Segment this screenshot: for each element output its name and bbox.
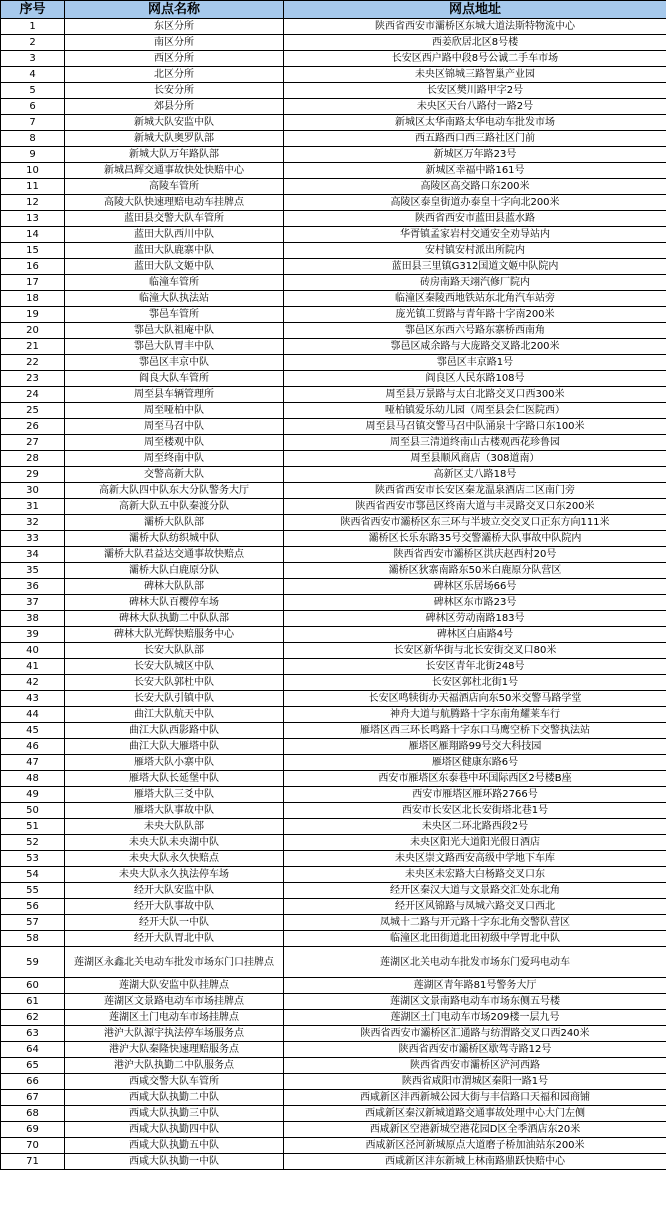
outlet-name: 蓝田大队西川中队 bbox=[65, 227, 284, 243]
table-row bbox=[1, 35, 666, 51]
outlet-address: 凤城十二路与开元路十字东北角交警队营区 bbox=[284, 915, 666, 931]
outlet-address: 周至县万景路与太白北路交叉口西300米 bbox=[284, 387, 666, 403]
outlet-name: 雁塔大队事故中队 bbox=[65, 803, 284, 819]
outlet-address: 华胥镇孟家岩村交通安全劝导站内 bbox=[284, 227, 666, 243]
row-index: 14 bbox=[1, 227, 65, 243]
outlet-address: 陕西省西安市灞桥区洪庆赵西村20号 bbox=[284, 547, 666, 563]
outlet-address: 新城区幸福中路161号 bbox=[284, 163, 666, 179]
row-index: 44 bbox=[1, 707, 65, 723]
row-index: 30 bbox=[1, 483, 65, 499]
outlet-address: 砖房南路天翊汽修厂院内 bbox=[284, 275, 666, 291]
row-index: 22 bbox=[1, 355, 65, 371]
outlet-address: 周至县三清道终南山古楼观西花珍鲁园 bbox=[284, 435, 666, 451]
outlet-name: 西咸大队执勤四中队 bbox=[65, 1122, 284, 1138]
outlet-address: 西咸新区泾河新城原点大道磨子桥加油站东200米 bbox=[284, 1138, 666, 1154]
outlet-name: 周至县车辆管理所 bbox=[65, 387, 284, 403]
row-index: 69 bbox=[1, 1122, 65, 1138]
table-row bbox=[1, 499, 666, 515]
table-row bbox=[1, 1058, 666, 1074]
outlet-address: 高陵区泰皇街道办泰皇十字向北200米 bbox=[284, 195, 666, 211]
table-row bbox=[1, 547, 666, 563]
table-row bbox=[1, 147, 666, 163]
row-index: 32 bbox=[1, 515, 65, 531]
outlet-address: 莲湖区青年路81号警务大厅 bbox=[284, 978, 666, 994]
outlet-address: 未央区未宏路大白杨路交叉口东 bbox=[284, 867, 666, 883]
outlet-address: 雁塔区西三环长鸣路十字东口马鹰空桥下交警执法站 bbox=[284, 723, 666, 739]
table-row bbox=[1, 67, 666, 83]
row-index: 19 bbox=[1, 307, 65, 323]
outlet-name: 经开大队安监中队 bbox=[65, 883, 284, 899]
table-row bbox=[1, 1106, 666, 1122]
table-row bbox=[1, 643, 666, 659]
row-index: 25 bbox=[1, 403, 65, 419]
table-row bbox=[1, 275, 666, 291]
outlet-address: 高陵区高交路口东200米 bbox=[284, 179, 666, 195]
row-index: 66 bbox=[1, 1074, 65, 1090]
outlet-address: 陕西省西安市灞桥区东三环与半坡立交交叉口正东方向111米 bbox=[284, 515, 666, 531]
outlet-address: 雁塔区健康东路6号 bbox=[284, 755, 666, 771]
outlet-name: 阎良大队车管所 bbox=[65, 371, 284, 387]
row-index: 2 bbox=[1, 35, 65, 51]
outlet-address: 周至县顺风商店（308道南） bbox=[284, 451, 666, 467]
outlet-name: 新城昌辉交通事故快处快赔中心 bbox=[65, 163, 284, 179]
outlet-name: 港沪大队源宇执法停车场服务点 bbox=[65, 1026, 284, 1042]
outlet-address: 莲湖区土门电动车市场209楼一层九号 bbox=[284, 1010, 666, 1026]
outlet-address: 经开区风锦路与凤城六路交叉口西北 bbox=[284, 899, 666, 915]
row-index: 5 bbox=[1, 83, 65, 99]
outlet-address: 陕西省西安市蓝田县蓝水路 bbox=[284, 211, 666, 227]
outlet-name: 未央大队未央湖中队 bbox=[65, 835, 284, 851]
row-index: 71 bbox=[1, 1154, 65, 1170]
outlet-name: 鄠邑区丰京中队 bbox=[65, 355, 284, 371]
outlet-name: 郊县分所 bbox=[65, 99, 284, 115]
table-row bbox=[1, 1074, 666, 1090]
outlet-name: 灞桥大队纺织城中队 bbox=[65, 531, 284, 547]
table-row bbox=[1, 179, 666, 195]
row-index: 36 bbox=[1, 579, 65, 595]
table-row bbox=[1, 163, 666, 179]
outlet-address: 莲湖区北关电动车批发市场东门爱玛电动车 bbox=[284, 947, 666, 978]
outlet-address: 西咸新区空港新城空港花园D区全季酒店东20米 bbox=[284, 1122, 666, 1138]
outlet-address: 灞桥区狄寨南路东50米白鹿原分队营区 bbox=[284, 563, 666, 579]
table-row bbox=[1, 819, 666, 835]
outlet-address: 莲湖区文景南路电动车市场东侧五号楼 bbox=[284, 994, 666, 1010]
outlet-name: 长安大队引镇中队 bbox=[65, 691, 284, 707]
table-row bbox=[1, 755, 666, 771]
table-row bbox=[1, 994, 666, 1010]
table-row bbox=[1, 771, 666, 787]
outlet-address: 西安市长安区北长安街塔北巷1号 bbox=[284, 803, 666, 819]
table-row bbox=[1, 978, 666, 994]
outlet-name: 未央大队永久执法停车场 bbox=[65, 867, 284, 883]
outlet-address: 长安区西户路中段8号公诚二手车市场 bbox=[284, 51, 666, 67]
row-index: 39 bbox=[1, 627, 65, 643]
table-row bbox=[1, 739, 666, 755]
table-row bbox=[1, 787, 666, 803]
table-row bbox=[1, 1090, 666, 1106]
outlet-name: 高新大队四中队东大分队警务大厅 bbox=[65, 483, 284, 499]
table-row bbox=[1, 435, 666, 451]
row-index: 50 bbox=[1, 803, 65, 819]
outlet-name: 长安大队郭杜中队 bbox=[65, 675, 284, 691]
table-row bbox=[1, 51, 666, 67]
outlet-name: 雁塔大队长延堡中队 bbox=[65, 771, 284, 787]
outlet-name: 西咸大队执勤二中队 bbox=[65, 1090, 284, 1106]
row-index: 24 bbox=[1, 387, 65, 403]
row-index: 45 bbox=[1, 723, 65, 739]
outlet-address: 蓝田县三里镇G312国道文姬中队院内 bbox=[284, 259, 666, 275]
outlet-name: 周至哑柏中队 bbox=[65, 403, 284, 419]
outlet-address: 陕西省西安市灞桥区浐河西路 bbox=[284, 1058, 666, 1074]
outlet-name: 碑林大队光辉快赔服务中心 bbox=[65, 627, 284, 643]
outlet-name: 鄠邑车管所 bbox=[65, 307, 284, 323]
row-index: 18 bbox=[1, 291, 65, 307]
outlet-name: 经开大队一中队 bbox=[65, 915, 284, 931]
outlet-name: 莲湖区土门电动车市场挂牌点 bbox=[65, 1010, 284, 1026]
outlet-name: 灞桥大队队部 bbox=[65, 515, 284, 531]
outlet-address: 西姜欣居北区8号楼 bbox=[284, 35, 666, 51]
row-index: 56 bbox=[1, 899, 65, 915]
table-row bbox=[1, 403, 666, 419]
outlet-name: 蓝田大队鹿寨中队 bbox=[65, 243, 284, 259]
outlet-name: 鄠邑大队胃丰中队 bbox=[65, 339, 284, 355]
row-index: 21 bbox=[1, 339, 65, 355]
row-index: 34 bbox=[1, 547, 65, 563]
row-index: 54 bbox=[1, 867, 65, 883]
outlet-name: 南区分所 bbox=[65, 35, 284, 51]
outlet-name: 碑林大队百樱停车场 bbox=[65, 595, 284, 611]
row-index: 40 bbox=[1, 643, 65, 659]
row-index: 70 bbox=[1, 1138, 65, 1154]
row-index: 59 bbox=[1, 947, 65, 978]
row-index: 13 bbox=[1, 211, 65, 227]
table-row bbox=[1, 419, 666, 435]
table-row bbox=[1, 707, 666, 723]
table-row bbox=[1, 19, 666, 35]
table-row bbox=[1, 579, 666, 595]
outlet-address: 周至县马召镇交警马召中队涌泉十字路口东100米 bbox=[284, 419, 666, 435]
outlet-name: 周至马召中队 bbox=[65, 419, 284, 435]
row-index: 27 bbox=[1, 435, 65, 451]
outlet-name: 碑林大队执勤二中队队部 bbox=[65, 611, 284, 627]
outlet-name: 北区分所 bbox=[65, 67, 284, 83]
table-row bbox=[1, 867, 666, 883]
outlet-address: 经开区秦汉大道与文景路交汇处东北角 bbox=[284, 883, 666, 899]
outlet-name: 曲江大队航天中队 bbox=[65, 707, 284, 723]
outlet-address: 长安区鸣犊街办天福酒店向东50米交警马路学堂 bbox=[284, 691, 666, 707]
outlet-name: 雁塔大队三爻中队 bbox=[65, 787, 284, 803]
header-outlet-address: 网点地址 bbox=[284, 1, 666, 19]
table-row bbox=[1, 723, 666, 739]
outlet-address: 新城区万年路23号 bbox=[284, 147, 666, 163]
row-index: 65 bbox=[1, 1058, 65, 1074]
outlet-name: 新城大队安监中队 bbox=[65, 115, 284, 131]
outlet-name: 曲江大队西影路中队 bbox=[65, 723, 284, 739]
table-row bbox=[1, 115, 666, 131]
row-index: 1 bbox=[1, 19, 65, 35]
outlet-address: 庞光镇工贸路与青年路十字南200米 bbox=[284, 307, 666, 323]
outlet-name: 曲江大队大雁塔中队 bbox=[65, 739, 284, 755]
outlet-address: 哑柏镇爱乐幼儿园（周至县会仁医院西） bbox=[284, 403, 666, 419]
row-index: 26 bbox=[1, 419, 65, 435]
outlet-name: 周至终南中队 bbox=[65, 451, 284, 467]
outlet-name: 长安大队城区中队 bbox=[65, 659, 284, 675]
table-row bbox=[1, 259, 666, 275]
table-row bbox=[1, 899, 666, 915]
outlet-name: 西咸大队执勤五中队 bbox=[65, 1138, 284, 1154]
row-index: 51 bbox=[1, 819, 65, 835]
row-index: 11 bbox=[1, 179, 65, 195]
outlet-address: 陕西省西安市长安区秦龙温泉酒店二区南门旁 bbox=[284, 483, 666, 499]
outlet-address: 未央区锦城三路智巢产业园 bbox=[284, 67, 666, 83]
outlet-address: 西安市雁塔区东泰巷中环国际西区2号楼B座 bbox=[284, 771, 666, 787]
row-index: 55 bbox=[1, 883, 65, 899]
outlet-address: 鄠邑区东西六号路东寨桥西南角 bbox=[284, 323, 666, 339]
outlet-name: 碑林大队队部 bbox=[65, 579, 284, 595]
table-row bbox=[1, 227, 666, 243]
row-index: 12 bbox=[1, 195, 65, 211]
table-row bbox=[1, 467, 666, 483]
outlet-name: 新城大队万年路队部 bbox=[65, 147, 284, 163]
outlet-address: 西安市雁塔区雁环路2766号 bbox=[284, 787, 666, 803]
outlet-address: 安村镇安村派出所院内 bbox=[284, 243, 666, 259]
outlet-name: 未央大队永久快赔点 bbox=[65, 851, 284, 867]
table-row bbox=[1, 307, 666, 323]
outlet-name: 莲湖大队安监中队挂牌点 bbox=[65, 978, 284, 994]
outlet-name: 新城大队奥罗队部 bbox=[65, 131, 284, 147]
table-row bbox=[1, 83, 666, 99]
header-index: 序号 bbox=[1, 1, 65, 19]
table-row bbox=[1, 99, 666, 115]
row-index: 38 bbox=[1, 611, 65, 627]
row-index: 68 bbox=[1, 1106, 65, 1122]
outlet-name: 高陵车管所 bbox=[65, 179, 284, 195]
table-row bbox=[1, 611, 666, 627]
row-index: 20 bbox=[1, 323, 65, 339]
header-row bbox=[1, 1, 666, 19]
table-row bbox=[1, 803, 666, 819]
outlet-address: 鄠邑区丰京路1号 bbox=[284, 355, 666, 371]
outlet-address: 鄠邑区咸余路与大庞路交叉路北200米 bbox=[284, 339, 666, 355]
outlet-address: 碑林区劳动南路183号 bbox=[284, 611, 666, 627]
outlet-name: 未央大队队部 bbox=[65, 819, 284, 835]
table-row bbox=[1, 1138, 666, 1154]
table-row bbox=[1, 835, 666, 851]
outlet-name: 西咸交警大队车管所 bbox=[65, 1074, 284, 1090]
row-index: 62 bbox=[1, 1010, 65, 1026]
row-index: 58 bbox=[1, 931, 65, 947]
table-row bbox=[1, 947, 666, 978]
outlet-address: 阎良区人民东路108号 bbox=[284, 371, 666, 387]
row-index: 35 bbox=[1, 563, 65, 579]
table-row bbox=[1, 659, 666, 675]
row-index: 23 bbox=[1, 371, 65, 387]
table-row bbox=[1, 483, 666, 499]
row-index: 63 bbox=[1, 1026, 65, 1042]
row-index: 60 bbox=[1, 978, 65, 994]
outlet-address: 雁塔区雁翔路99号交大科技园 bbox=[284, 739, 666, 755]
outlet-name: 高新大队五中队秦渡分队 bbox=[65, 499, 284, 515]
outlet-address: 西咸新区沣东新城上林南路鼎跃快赔中心 bbox=[284, 1154, 666, 1170]
table-row bbox=[1, 883, 666, 899]
outlet-address: 长安区新华街与北长安街交叉口80米 bbox=[284, 643, 666, 659]
row-index: 49 bbox=[1, 787, 65, 803]
row-index: 3 bbox=[1, 51, 65, 67]
table-row bbox=[1, 323, 666, 339]
outlet-name: 蓝田县交警大队车管所 bbox=[65, 211, 284, 227]
outlet-name: 交警高新大队 bbox=[65, 467, 284, 483]
table-row bbox=[1, 915, 666, 931]
outlet-name: 港沪大队执勤二中队服务点 bbox=[65, 1058, 284, 1074]
row-index: 17 bbox=[1, 275, 65, 291]
outlet-name: 西咸大队执勤一中队 bbox=[65, 1154, 284, 1170]
table-row bbox=[1, 355, 666, 371]
table-row bbox=[1, 211, 666, 227]
outlet-name: 长安大队队部 bbox=[65, 643, 284, 659]
table-row bbox=[1, 291, 666, 307]
row-index: 48 bbox=[1, 771, 65, 787]
table-row bbox=[1, 1042, 666, 1058]
outlet-name: 灞桥大队白鹿原分队 bbox=[65, 563, 284, 579]
row-index: 37 bbox=[1, 595, 65, 611]
table-row bbox=[1, 515, 666, 531]
outlet-name: 西咸大队执勤三中队 bbox=[65, 1106, 284, 1122]
outlet-address: 长安区樊川路甲字2号 bbox=[284, 83, 666, 99]
outlet-name: 周至楼观中队 bbox=[65, 435, 284, 451]
table-body bbox=[1, 19, 666, 1170]
outlet-name: 东区分所 bbox=[65, 19, 284, 35]
row-index: 31 bbox=[1, 499, 65, 515]
table-row bbox=[1, 1154, 666, 1170]
outlet-name: 莲湖区永鑫北关电动车批发市场东门口挂牌点 bbox=[65, 947, 284, 978]
table-row bbox=[1, 931, 666, 947]
outlet-address: 灞桥区长乐东路35号交警灞桥大队事故中队院内 bbox=[284, 531, 666, 547]
outlet-address: 长安区郭杜北街1号 bbox=[284, 675, 666, 691]
outlet-address: 未央区崇文路西安高级中学地下车库 bbox=[284, 851, 666, 867]
outlet-name: 西区分所 bbox=[65, 51, 284, 67]
outlet-name: 港沪大队秦隆快速理赔服务点 bbox=[65, 1042, 284, 1058]
table-row bbox=[1, 563, 666, 579]
row-index: 10 bbox=[1, 163, 65, 179]
table-row bbox=[1, 131, 666, 147]
outlet-address: 西五路西口西三路社区门前 bbox=[284, 131, 666, 147]
outlet-name: 临潼大队执法站 bbox=[65, 291, 284, 307]
table-row bbox=[1, 1010, 666, 1026]
outlet-address: 碑林区白庙路4号 bbox=[284, 627, 666, 643]
outlet-name: 莲湖区文景路电动车市场挂牌点 bbox=[65, 994, 284, 1010]
row-index: 28 bbox=[1, 451, 65, 467]
table-row bbox=[1, 531, 666, 547]
outlet-address: 碑林区东市路23号 bbox=[284, 595, 666, 611]
outlet-name: 蓝田大队文姬中队 bbox=[65, 259, 284, 275]
outlet-name: 经开大队事故中队 bbox=[65, 899, 284, 915]
outlet-address: 西咸新区秦汉新城道路交通事故处理中心大门左侧 bbox=[284, 1106, 666, 1122]
outlet-address: 高新区丈八路18号 bbox=[284, 467, 666, 483]
outlet-name: 高陵大队快速理赔电动车挂牌点 bbox=[65, 195, 284, 211]
row-index: 7 bbox=[1, 115, 65, 131]
row-index: 9 bbox=[1, 147, 65, 163]
table-row bbox=[1, 595, 666, 611]
table-row bbox=[1, 675, 666, 691]
table-row bbox=[1, 851, 666, 867]
outlet-address: 陕西省西安市灞桥区东城大道法斯特物流中心 bbox=[284, 19, 666, 35]
outlet-name: 临潼车管所 bbox=[65, 275, 284, 291]
outlet-address: 未央区阳光大道阳光假日酒店 bbox=[284, 835, 666, 851]
outlet-address: 临潼区秦陵西地铁站东北角汽车站旁 bbox=[284, 291, 666, 307]
row-index: 15 bbox=[1, 243, 65, 259]
outlet-address: 临潼区北田街道北田初级中学胃北中队 bbox=[284, 931, 666, 947]
row-index: 57 bbox=[1, 915, 65, 931]
outlet-address: 陕西省咸阳市渭城区秦阳一路1号 bbox=[284, 1074, 666, 1090]
outlet-address: 神舟大道与航腾路十字东南角耀莱车行 bbox=[284, 707, 666, 723]
row-index: 16 bbox=[1, 259, 65, 275]
table-row bbox=[1, 627, 666, 643]
table-row bbox=[1, 691, 666, 707]
table-row bbox=[1, 387, 666, 403]
row-index: 33 bbox=[1, 531, 65, 547]
outlet-address: 未央区天台八路付一路2号 bbox=[284, 99, 666, 115]
table-row bbox=[1, 451, 666, 467]
outlet-name: 长安分所 bbox=[65, 83, 284, 99]
outlet-address: 陕西省西安市灞桥区歇驾寺路12号 bbox=[284, 1042, 666, 1058]
outlet-address: 新城区太华南路太华电动车批发市场 bbox=[284, 115, 666, 131]
row-index: 47 bbox=[1, 755, 65, 771]
row-index: 6 bbox=[1, 99, 65, 115]
row-index: 46 bbox=[1, 739, 65, 755]
outlet-address: 陕西省西安市鄠邑区终南大道与丰灵路交叉口东200米 bbox=[284, 499, 666, 515]
row-index: 4 bbox=[1, 67, 65, 83]
outlet-name: 经开大队胃北中队 bbox=[65, 931, 284, 947]
outlet-address: 西咸新区沣西新城公园大街与丰信路口天福和园商铺 bbox=[284, 1090, 666, 1106]
row-index: 67 bbox=[1, 1090, 65, 1106]
outlet-address: 未央区二环北路西段2号 bbox=[284, 819, 666, 835]
header-outlet-name: 网点名称 bbox=[65, 1, 284, 19]
table-row bbox=[1, 339, 666, 355]
table-row bbox=[1, 195, 666, 211]
row-index: 42 bbox=[1, 675, 65, 691]
table-row bbox=[1, 243, 666, 259]
row-index: 41 bbox=[1, 659, 65, 675]
row-index: 53 bbox=[1, 851, 65, 867]
row-index: 43 bbox=[1, 691, 65, 707]
table-row bbox=[1, 371, 666, 387]
row-index: 8 bbox=[1, 131, 65, 147]
outlet-name: 雁塔大队小寨中队 bbox=[65, 755, 284, 771]
outlet-name: 灞桥大队君益达交通事故快赔点 bbox=[65, 547, 284, 563]
outlet-address: 碑林区乐居场66号 bbox=[284, 579, 666, 595]
table-row bbox=[1, 1026, 666, 1042]
row-index: 29 bbox=[1, 467, 65, 483]
outlet-name: 鄠邑大队祖庵中队 bbox=[65, 323, 284, 339]
row-index: 64 bbox=[1, 1042, 65, 1058]
row-index: 52 bbox=[1, 835, 65, 851]
table-row bbox=[1, 1122, 666, 1138]
row-index: 61 bbox=[1, 994, 65, 1010]
outlet-address: 陕西省西安市灞桥区汇通路与纺渭路交叉口西240米 bbox=[284, 1026, 666, 1042]
outlet-address: 长安区青年北街248号 bbox=[284, 659, 666, 675]
